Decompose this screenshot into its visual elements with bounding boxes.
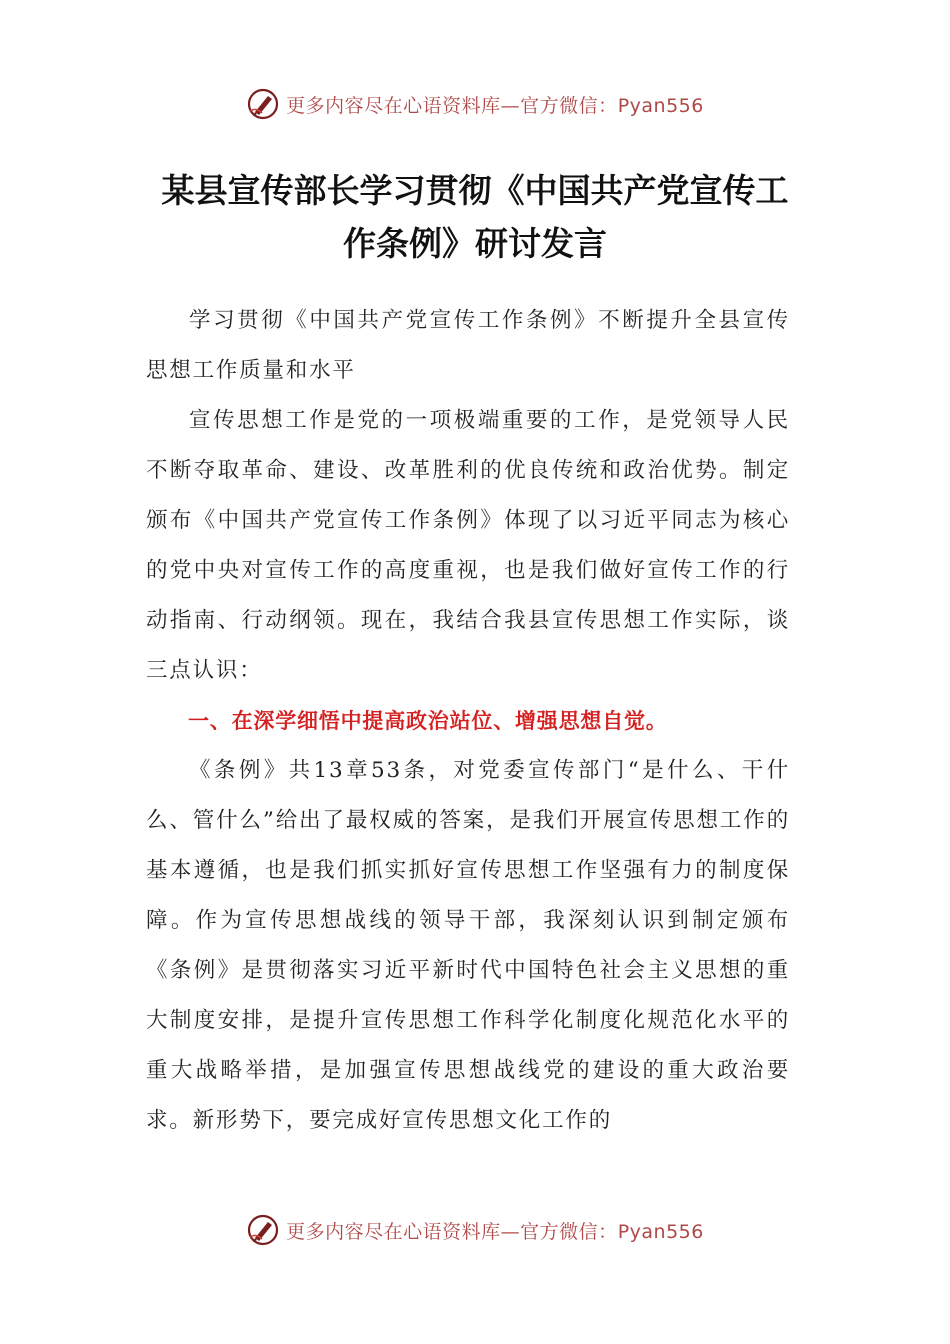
banner-text [286,1217,704,1244]
banner-official-label: 官方微信： [520,94,618,117]
pen-logo-icon [246,87,280,121]
document-title [120,164,830,270]
footer-watermark-banner [0,1210,950,1250]
document-body [146,296,790,1146]
banner-separator: — [500,94,521,117]
section-heading-1: 一、在深学细悟中提高政治站位、增强思想自觉。 [188,709,668,733]
banner-separator: — [500,1220,521,1243]
banner-official-label: 官方微信： [520,1220,618,1243]
pen-logo-icon [246,1213,280,1247]
banner-main-text: 更多内容尽在心语资料库 [286,1220,501,1243]
section-paragraph-1: 《条例》共13章53条，对党委宣传部门“是什么、干什么、管什么”给出了最权威的答案，是我们开展宣传思想工作的基本遵循，也是我们抓实抓好宣传思想工作坚强有力的制度保障。作为宣传思想战线的领导干部，我深刻认识到制定颁布《条例》是贯彻落实习近平新时代中国特色社会主义思想的重大制度安排，是提升宣传思想工作科学化制度化规范化水平的重大战略举措，是加强宣传思想战线党的建设的重大政治要求。新形势下，要完成好宣传思想文化工作的 [146,758,790,1133]
banner-wechat-id: Pyan556 [617,1220,704,1243]
subtitle-paragraph: 学习贯彻《中国共产党宣传工作条例》不断提升全县宣传思想工作质量和水平 [146,308,790,383]
banner-text [286,91,704,118]
title-line-2: 作条例》研讨发言 [343,224,607,263]
title-line-1: 某县宣传部长学习贯彻《中国共产党宣传工 [161,171,789,210]
banner-main-text: 更多内容尽在心语资料库 [286,94,501,117]
banner-wechat-id: Pyan556 [617,94,704,117]
header-watermark-banner [0,84,950,124]
intro-paragraph: 宣传思想工作是党的一项极端重要的工作，是党领导人民不断夺取革命、建设、改革胜利的优良传统和政治优势。制定颁布《中国共产党宣传工作条例》体现了以习近平同志为核心的党中央对宣传工作的高度重视，也是我们做好宣传工作的行动指南、行动纲领。现在，我结合我县宣传思想工作实际，谈三点认识： [146,408,790,683]
